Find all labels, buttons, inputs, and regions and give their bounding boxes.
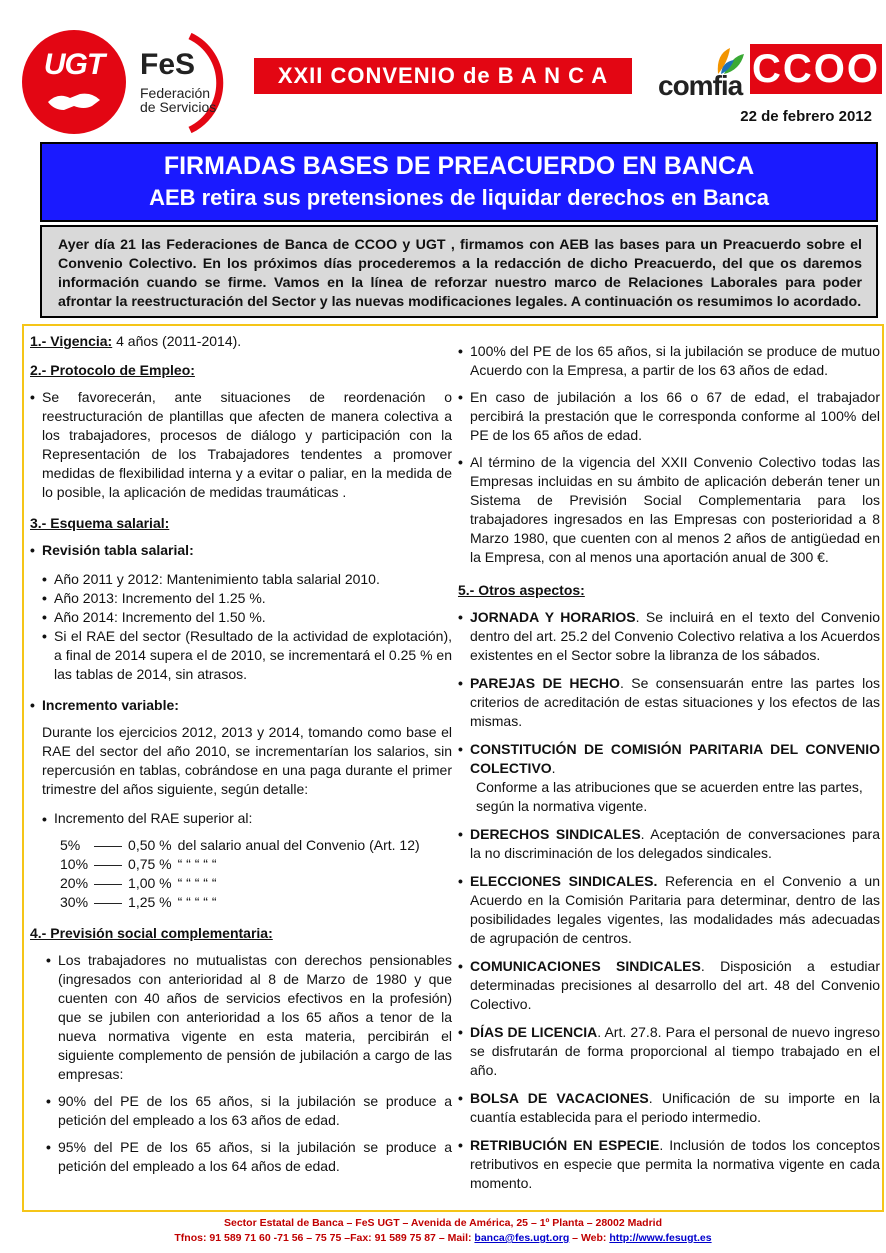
section-otros-heading: 5.- Otros aspectos: [458,582,585,598]
section-vigencia-text: 4 años (2011-2014). [112,333,242,349]
list-item: • Los trabajadores no mutualistas con derechos pensionables (ingresados con anterioridad al 8 de Marzo de 1980 y que cuenten con 40 años de servicios efectivos en la profesión) que se jubilen con anterioridad a los 65 años a tenor de la nueva normativa vigente en esta materia, percibirán el siguiente complemento de pensión de jubilación a cargo de las empresas: [46,951,452,1084]
list-item: • RETRIBUCIÓN EN ESPECIE. Inclusión de todos los conceptos retributivos en especie que permita la normativa vigente en cada momento. [458,1136,880,1193]
incremento-variable-heading: • Incremento variable: [30,696,452,715]
ccoo-logo: CCOO [750,44,882,94]
list-item: • Año 2014: Incremento del 1.50 %. [42,608,452,627]
document-date: 22 de febrero 2012 [740,108,872,125]
list-item: • 100% del PE de los 65 años, si la jubilación se produce de mutuo Acuerdo con la Empresa, a partir de los 63 años de edad. [458,342,880,380]
list-item: • Año 2011 y 2012: Mantenimiento tabla salarial 2010. [42,570,452,589]
list-item: • BOLSA DE VACACIONES. Unificación de su importe en la cuantía establecida para el periodo intermedio. [458,1089,880,1127]
section-prevision-heading: 4.- Previsión social complementaria: [30,925,273,941]
revision-tabla-heading: • Revisión tabla salarial: [30,541,452,560]
section-protocolo-heading: 2.- Protocolo de Empleo: [30,362,195,378]
headline-subtitle: AEB retira sus pretensiones de liquidar derechos en Banca [149,185,769,210]
table-row: 20% —— 1,00 % “ “ “ “ “ [60,875,217,891]
table-row: 30% —— 1,25 % “ “ “ “ “ [60,894,217,910]
incremento-variable-text: Durante los ejercicios 2012, 2013 y 2014, tomando como base el RAE del sector del año 2010, se incrementarían los salarios, sin repercusión en tablas, cobrándose en una paga durante el primer trimestre del años siguiente, según detalle: [42,724,452,797]
otros-list [458,608,880,1193]
fes-title: FeS [140,48,196,81]
list-item: • DÍAS DE LICENCIA. Art. 27.8. Para el personal de nuevo ingreso se disfrutarán de forma proporcional al tiempo trabajado en el año. [458,1023,880,1080]
list-item: • CONSTITUCIÓN DE COMISIÓN PARITARIA DEL CONVENIO COLECTIVO. [458,740,880,778]
protocolo-text: • Se favorecerán, ante situaciones de reordenación o reestructuración de plantillas que afecten de manera colectiva a los trabajadores, procesos de diálogo y participación con la Representación de los Trabajadores tendentes a promover medidas de flexibilidad interna y a evitar o paliar, en la medida de lo posible, la aplicación de medidas traumáticas . [30,388,452,502]
revision-list [30,570,452,684]
table-row: 10% —— 0,75 % “ “ “ “ “ [60,856,217,872]
footer-address: Sector Estatal de Banca – FeS UGT – Avenida de América, 25 – 1º Planta – 28002 Madrid [223,1217,663,1229]
web-link[interactable]: http://www.fesugt.es [609,1232,712,1244]
right-column [458,342,880,1193]
list-item: • Al término de la vigencia del XXII Convenio Colectivo todas las Empresas incluidas en su ámbito de aplicación deberán tener un Sistema de Previsión Social Complementaria para los trabajadores ingresados en las Empresas con posterioridad a 8 Marzo 1980, que cuenten con al menos 2 años de antigüedad en la Empresa, con al menos una aportación anual de 300 €. [458,453,880,567]
comfia-logo: comfia [658,70,743,101]
section-vigencia-heading: 1.- Vigencia: [30,333,113,349]
left-column [30,332,452,1176]
fes-subtitle: Federación de Servicios [140,85,217,115]
rae-table [60,836,426,912]
handshake-icon [44,84,104,114]
comision-paritaria-detail: Conforme a las atribuciones que se acuerden entre las partes, según la normativa vigente. [476,779,863,814]
prevision-list [30,951,452,1176]
list-item: • ELECCIONES SINDICALES. Referencia en el Convenio a un Acuerdo en la Comisión Paritaria para determinar, dentro de las posibilidades legales vigentes, las modalidades más adecuadas de agrupación de centros. [458,872,880,948]
headline-title: FIRMADAS BASES DE PREACUERDO EN BANCA [163,152,755,180]
ugt-logo-text: UGT [43,48,105,81]
ugt-logo [22,30,126,134]
table-row: 5% —— 0,50 % del salario anual del Convenio (Art. 12) [60,837,420,853]
section-salarial-heading: 3.- Esquema salarial: [30,515,170,531]
list-item: • JORNADA Y HORARIOS. Se incluirá en el texto del Convenio dentro del art. 25.2 del Convenio Colectivo relativa a los Acuerdos existentes en el Sector sobre la libranza de los sábados. [458,608,880,665]
list-item: • En caso de jubilación a los 66 o 67 de edad, el trabajador percibirá la prestación que le corresponda conforme al 100% del PE de los 65 años de edad. [458,388,880,445]
list-item: • 90% del PE de los 65 años, si la jubilación se produce a petición del empleado a los 63 años de edad. [46,1092,452,1130]
rae-heading: • Incremento del RAE superior al: [42,810,252,826]
footer-contact: Tfnos: 91 589 71 60 -71 56 – 75 75 –Fax: 91 589 75 87 – Mail: banca@fes.ugt.org – Web: http://www.fesugt.es [174,1232,712,1244]
fes-arc-icon [160,28,250,138]
headline-banner [40,142,878,222]
list-item: • DERECHOS SINDICALES. Aceptación de conversaciones para la no discriminación de los delegados sindicales. [458,825,880,863]
list-item: • Si el RAE del sector (Resultado de la actividad de explotación), a final de 2014 supera el de 2010, se incrementará el 0.25 % en las tablas de 2014, sin atrasos. [42,627,452,684]
convenio-label: XXII CONVENIO de B A N C A [254,58,632,94]
intro-paragraph: Ayer día 21 las Federaciones de Banca de CCOO y UGT , firmamos con AEB las bases para un Preacuerdo sobre el Convenio Colectivo. En los próximos días procederemos a la redacción de dicho Preacuerdo, del que os daremos información cuando se firme. Vamos en la línea de reforzar nuestro marco de Relaciones Laborales para poder afrontar la reestructuración del Sector y las nuevas modificaciones legales. A continuación os resumimos lo acordado. [40,225,878,318]
mail-link[interactable]: banca@fes.ugt.org [474,1232,570,1244]
list-item: • PAREJAS DE HECHO. Se consensuarán entre las partes los criterios de acreditación de estas situaciones y los efectos de las mismas. [458,674,880,731]
list-item: • 95% del PE de los 65 años, si la jubilación se produce a petición del empleado a los 64 años de edad. [46,1138,452,1176]
list-item: • COMUNICACIONES SINDICALES. Disposición a estudiar determinadas precisiones al desarrollo del art. 48 del Convenio Colectivo. [458,957,880,1014]
list-item: • Año 2013: Incremento del 1.25 %. [42,589,452,608]
footer [0,1216,886,1246]
